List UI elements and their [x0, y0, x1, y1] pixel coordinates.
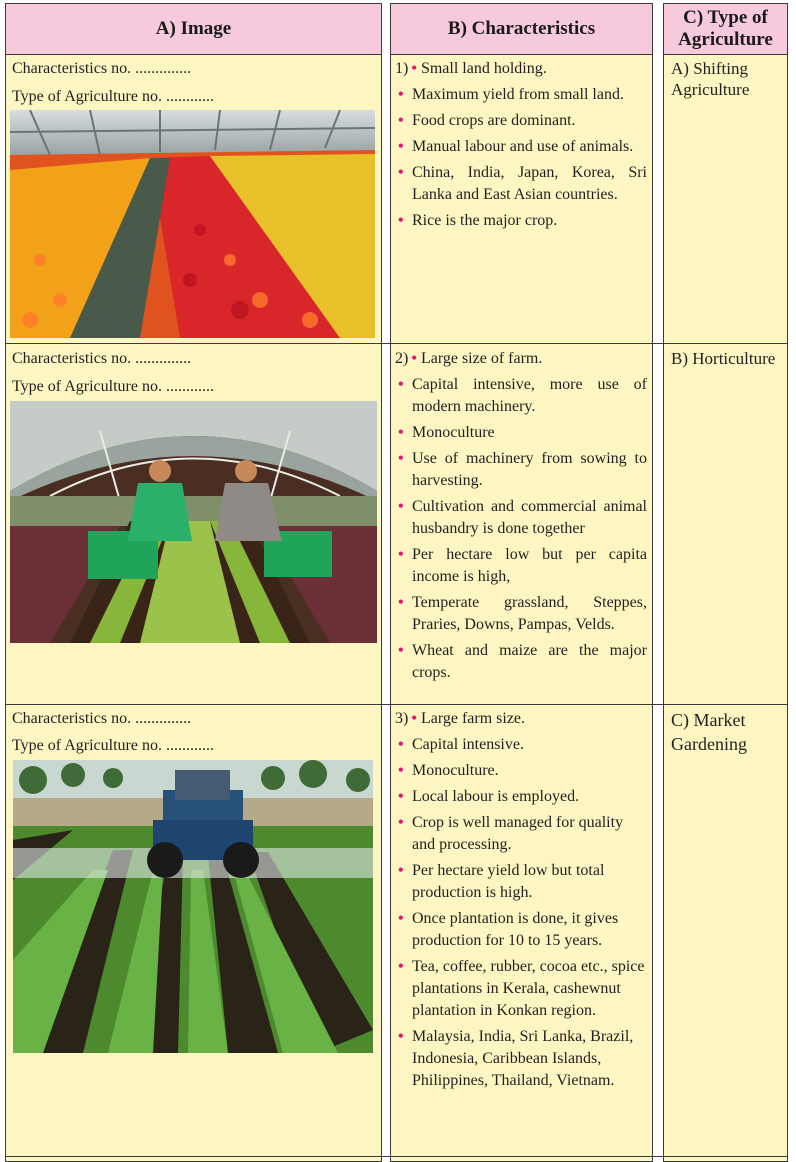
- agriculture-type-1: A) Shifting Agriculture: [671, 59, 750, 99]
- list-item: • Per hectare yield low but total production is high.: [398, 862, 605, 901]
- flower-greenhouse-photo: [10, 110, 375, 338]
- list-item: • Capital intensive, more use of modern machinery.: [398, 376, 647, 415]
- tractor-spraying-photo: [13, 760, 373, 1053]
- header-type: [663, 3, 788, 55]
- list-item: • Cultivation and commercial animal husbandry is done together: [398, 498, 647, 537]
- list-item: • Tea, coffee, rubber, cocoa etc., spice plantations in Kerala, cashewnut plantation in Konkan region.: [398, 958, 645, 1019]
- column-type: [663, 3, 788, 1162]
- list-item: • Per hectare low but per capita income is high,: [398, 546, 647, 585]
- list-item: • Monoculture.: [398, 762, 499, 779]
- list-item: • Malaysia, India, Sri Lanka, Brazil, Indonesia, Caribbean Islands, Philippines, Thailand, Vietnam.: [398, 1028, 634, 1089]
- header-characteristics: [390, 3, 653, 55]
- list-item: 1) • Small land holding.: [395, 60, 547, 77]
- list-item: • Food crops are dominant.: [398, 112, 576, 129]
- row-divider: [5, 704, 788, 705]
- list-item: • Once plantation is done, it gives production for 10 to 15 years.: [398, 910, 619, 949]
- list-item: • Crop is well managed for quality and processing.: [398, 814, 624, 853]
- list-item: • Wheat and maize are the major crops.: [398, 642, 647, 681]
- header-type-line2: Agriculture: [678, 29, 773, 50]
- list-item: • Maximum yield from small land.: [398, 86, 624, 103]
- row-divider: [5, 343, 788, 344]
- header-type-line1: C) Type of: [683, 7, 768, 28]
- list-item: • Monoculture: [398, 424, 495, 441]
- characteristics-list-1: [395, 58, 647, 236]
- list-item: 2) • Large size of farm.: [395, 350, 543, 367]
- characteristics-blank: Characteristics no. ..............: [12, 60, 192, 77]
- list-item: • Local labour is employed.: [398, 788, 580, 805]
- agriculture-type-blank: Type of Agriculture no. ............: [12, 378, 214, 395]
- agriculture-type-blank: Type of Agriculture no. ............: [12, 88, 214, 105]
- list-item: • Rice is the major crop.: [398, 212, 558, 229]
- list-item: • China, India, Japan, Korea, Sri Lanka and East Asian countries.: [398, 164, 647, 203]
- list-item: • Capital intensive.: [398, 736, 524, 753]
- list-item: • Manual labour and use of animals.: [398, 138, 634, 155]
- list-item: • Temperate grassland, Steppes, Praries, Downs, Pampas, Velds.: [398, 594, 647, 633]
- row-divider: [5, 1156, 788, 1157]
- agriculture-type-2: B) Horticulture: [671, 349, 776, 368]
- characteristics-list-2: [395, 348, 647, 688]
- header-image: [5, 3, 382, 55]
- header-characteristics-label: B) Characteristics: [447, 18, 596, 39]
- list-item: • Use of machinery from sowing to harvesting.: [398, 450, 647, 489]
- characteristics-blank: Characteristics no. ..............: [12, 350, 192, 367]
- list-item: 3) • Large farm size.: [395, 710, 526, 727]
- characteristics-blank: Characteristics no. ..............: [12, 710, 192, 727]
- lettuce-polytunnel-photo: [10, 401, 377, 643]
- agriculture-type-3: C) Market Gardening: [671, 710, 747, 754]
- characteristics-list-3: [395, 708, 647, 1096]
- agriculture-type-blank: Type of Agriculture no. ............: [12, 737, 214, 754]
- header-image-label: A) Image: [155, 18, 232, 39]
